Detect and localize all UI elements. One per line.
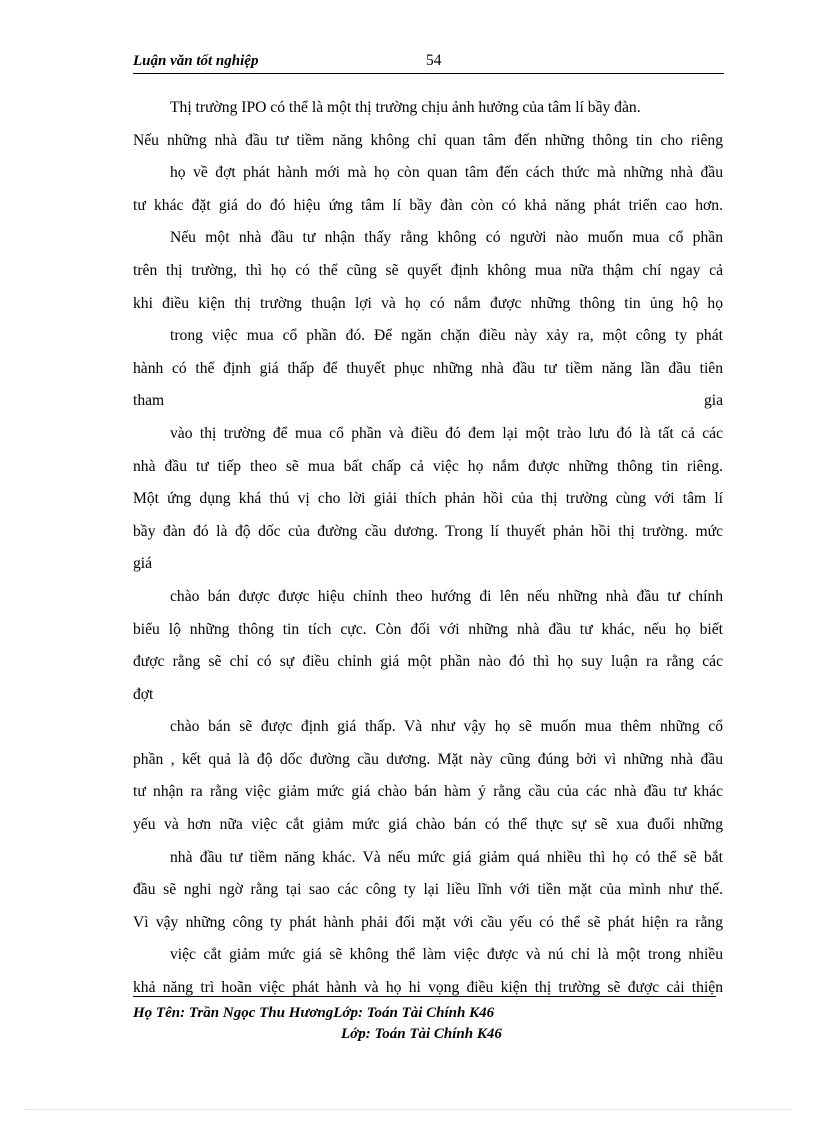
text-line: Thị trường IPO có thể là một thị trường chịu ảnh hưởng của tâm lí bầy đàn. [170, 99, 641, 116]
page-header [133, 51, 724, 74]
text-line: được rằng sẽ chỉ có sự điều chỉnh giá một phần nào đó thì họ suy luận ra rằng các [133, 653, 723, 671]
page-boundary [24, 1109, 792, 1110]
text-line: đầu sẽ nghi ngờ rằng tại sao các công ty lại liều lĩnh với tiền mặt của mình như thế. [133, 881, 723, 899]
text-line: chào bán được được hiệu chỉnh theo hướng đi lên nếu những nhà đầu tư chính [170, 587, 723, 605]
document-title: Luận văn tốt nghiệp [133, 53, 259, 69]
text-line: Vì vậy những công ty phát hành phải đối mặt với cầu yếu có thể sẽ phát hiện ra rằng [133, 913, 723, 931]
text-line: yếu và hơn nữa việc cắt giảm mức giá chào bán có thể thực sự sẽ xua đuổi những [133, 816, 723, 834]
text-line: biểu lộ những thông tin tích cực. Còn đối với những nhà đầu tư khác, nếu họ biết [133, 620, 723, 638]
text-line: vào thị trường để mua cổ phần và điều đó đem lại một trào lưu đó là tất cả các [170, 424, 723, 442]
page-footer [133, 996, 716, 1042]
text-line: nhà đầu tư tiềm năng khác. Và nếu mức giá giảm quá nhiều thì họ có thể sẽ bắt [170, 848, 723, 866]
text-line: trong việc mua cổ phần đó. Để ngăn chặn điều này xảy ra, một công ty phát [170, 327, 723, 345]
class-line: Lớp: Toán Tài Chính K46 [341, 1026, 502, 1042]
text-line: khi điều kiện thị trường thuận lợi và họ có nắm được những thông tin ủng hộ họ [133, 294, 723, 312]
text-line: việc cắt giảm mức giá sẽ không thể làm việc được và nú chỉ là một trong nhiều [170, 946, 723, 964]
body-text [133, 92, 723, 1005]
text-line: giá [133, 555, 153, 573]
text-line: Nếu một nhà đầu tư nhận thấy rằng không có người nào muốn mua cổ phần [170, 229, 723, 247]
author-line: Họ Tên: Trần Ngọc Thu HươngLớp: Toán Tài Chính K46 [133, 1005, 495, 1021]
text-line: đợt [133, 685, 154, 703]
text-line: họ về đợt phát hành mới mà họ còn quan tâm đến cách thức mà những nhà đầu [170, 164, 723, 182]
text-line: chào bán sẽ được định giá thấp. Và như vậy họ sẽ muốn mua thêm những cổ [170, 718, 723, 736]
text-line: tư khác đặt giá do đó hiệu ứng tâm lí bầy đàn còn có khả năng phát triển cao hơn. [133, 196, 723, 214]
page-number: 54 [426, 52, 442, 69]
text-line: khả năng trì hoãn việc phát hành và họ hi vọng điều kiện thị trường sẽ được cải thiện [133, 979, 723, 997]
text-line: trên thị trường, thì họ có thể cũng sẽ quyết định không mua nữa thậm chí ngay cả [133, 261, 723, 279]
text-line: hành có thể định giá thấp để thuyết phục những nhà đầu tư tiềm năng lần đầu tiên [133, 359, 723, 377]
text-fragment: tham [133, 392, 165, 410]
text-line: Một ứng dụng khá thú vị cho lời giải thích phản hồi của thị trường cùng với tâm lí [133, 490, 723, 508]
text-fragment: gia [703, 392, 723, 410]
text-line-split [133, 385, 723, 418]
text-line: phần , kết quả là độ dốc đường cầu dương. Mặt này cũng đúng bởi vì những nhà đầu [133, 750, 723, 768]
text-line: nhà đầu tư tiếp theo sẽ mua bất chấp cả việc họ nắm được những thông tin riêng. [133, 457, 723, 475]
text-line: Nếu những nhà đầu tư tiềm năng không chỉ quan tâm đến những thông tin cho riêng [133, 131, 723, 149]
text-line: bầy đàn đó là độ dốc của đường cầu dương. Trong lí thuyết phản hồi thị trường. mức [133, 522, 723, 540]
text-line: tư nhận ra rằng việc giảm mức giá chào bán hàm ý rằng cầu của các nhà đầu tư khác [133, 783, 723, 801]
